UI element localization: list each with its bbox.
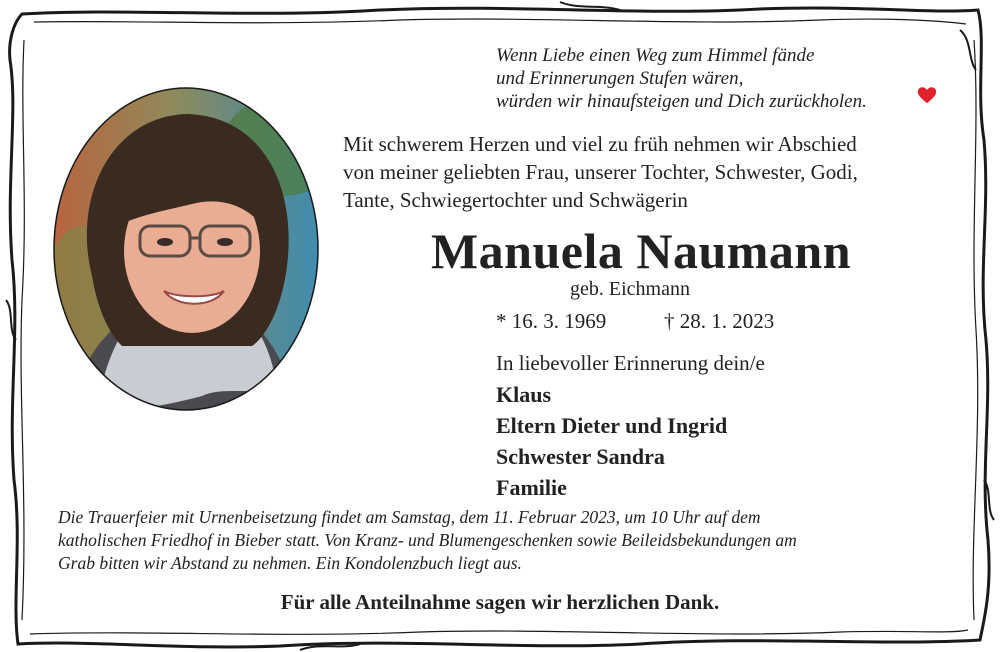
mourner-name: Eltern Dieter und Ingrid (496, 413, 728, 438)
poem (496, 44, 867, 113)
farewell-text (343, 130, 858, 214)
poem-line: und Erinnerungen Stufen wären, (496, 68, 744, 89)
farewell-line: Mit schwerem Herzen und viel zu früh nehmen wir Abschied (343, 132, 857, 156)
farewell-line: Tante, Schwiegertochter und Schwägerin (343, 188, 688, 212)
mourners-intro: In liebevoller Erinnerung dein/e (496, 351, 765, 375)
mourner-name: Klaus (496, 382, 552, 407)
farewell-line: von meiner geliebten Frau, unserer Tochter, Schwester, Godi, (343, 160, 858, 184)
mourners (496, 348, 765, 503)
poem-line: würden wir hinaufsteigen und Dich zurückholen. (496, 91, 867, 112)
birth-date: * 16. 3. 1969 (496, 309, 607, 333)
funeral-line: katholischen Friedhof in Bieber statt. Von Kranz- und Blumengeschenken sowie Beileidsbekundungen am (58, 530, 797, 550)
funeral-notice (58, 506, 948, 575)
mourner-name: Schwester Sandra (496, 444, 665, 469)
heart-icon (916, 84, 938, 106)
deceased-name: Manuela Naumann (430, 223, 852, 279)
mourner-name: Familie (496, 475, 567, 500)
death-date: † 28. 1. 2023 (664, 309, 775, 333)
funeral-line: Grab bitten wir Abstand zu nehmen. Ein Kondolenzbuch liegt aus. (58, 553, 522, 573)
poem-line: Wenn Liebe einen Weg zum Himmel fände (496, 45, 815, 66)
thanks-line: Für alle Anteilnahme sagen wir herzlichen Dank. (280, 590, 720, 614)
maiden-name: geb. Eichmann (570, 278, 690, 300)
funeral-line: Die Trauerfeier mit Urnenbeisetzung findet am Samstag, dem 11. Februar 2023, um 10 Uhr auf dem (58, 507, 761, 527)
